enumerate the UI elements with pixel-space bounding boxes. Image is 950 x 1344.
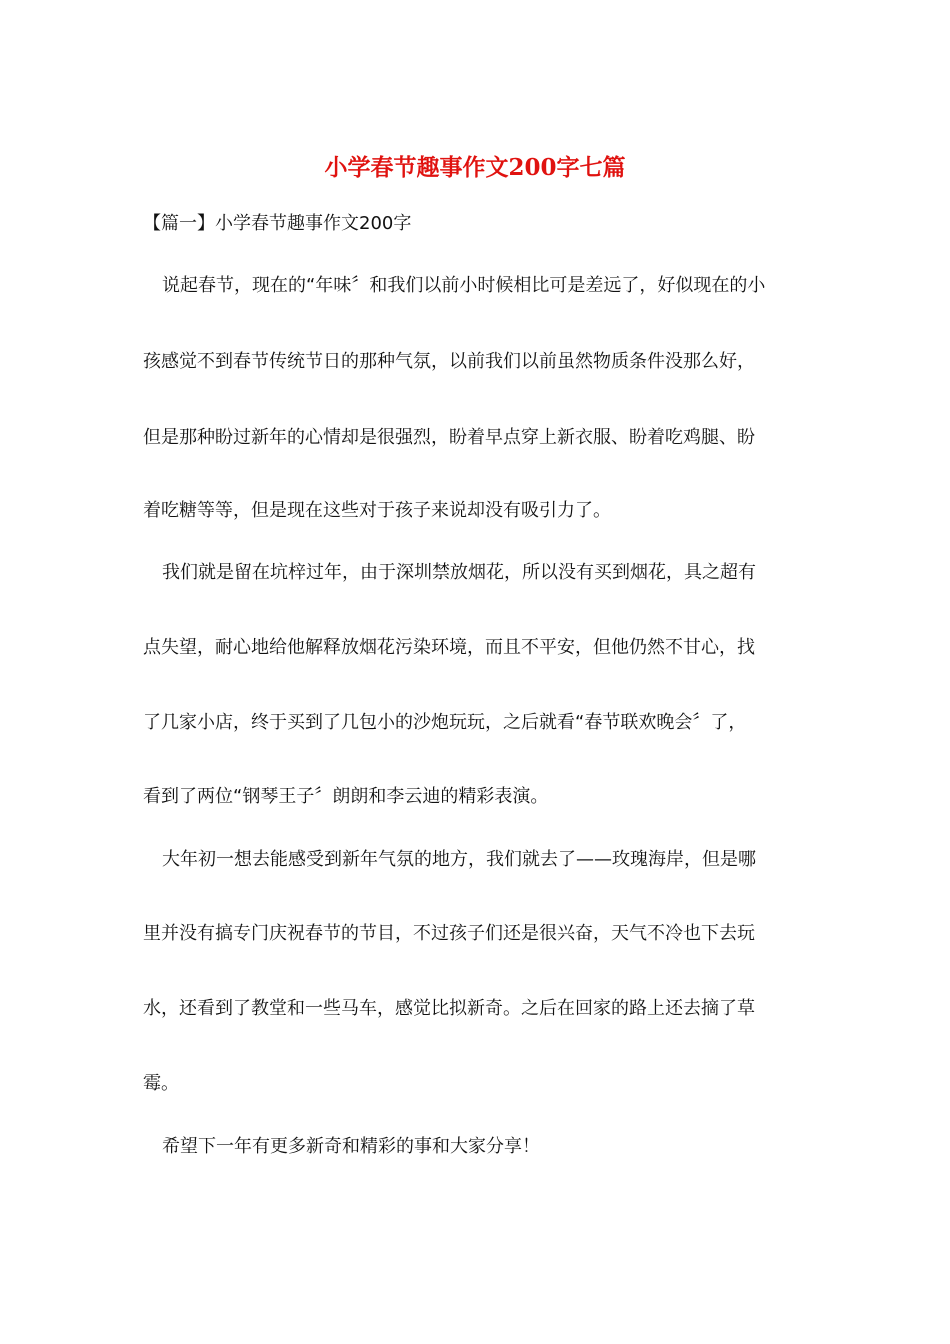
paragraph-line: 孩感觉不到春节传统节日的那种气氛，以前我们以前虽然物质条件没那么好， <box>143 351 755 372</box>
paragraph-line: 着吃糖等等，但是现在这些对于孩子来说却没有吸引力了。 <box>143 500 611 521</box>
paragraph-line: 但是那种盼过新年的心情却是很强烈，盼着早点穿上新衣服、盼着吃鸡腿、盼 <box>143 427 755 448</box>
paragraph-line: 我们就是留在坑梓过年，由于深圳禁放烟花，所以没有买到烟花，具之超有 <box>162 562 756 583</box>
paragraph-line: 了几家小店，终于买到了几包小的沙炮玩玩，之后就看“春节联欢晚会〞了， <box>143 712 747 733</box>
document-title: 小学春节趣事作文200字七篇 <box>324 154 626 181</box>
paragraph-line: 希望下一年有更多新奇和精彩的事和大家分享！ <box>162 1136 540 1157</box>
paragraph-line: 水，还看到了教堂和一些马车，感觉比拟新奇。之后在回家的路上还去摘了草 <box>143 998 755 1019</box>
paragraph-line: 里并没有搞专门庆祝春节的节目，不过孩子们还是很兴奋，天气不冷也下去玩 <box>143 923 755 944</box>
section-heading: 【篇一】小学春节趣事作文200字 <box>143 213 412 234</box>
paragraph-line: 大年初一想去能感受到新年气氛的地方，我们就去了——玫瑰海岸，但是哪 <box>162 849 756 870</box>
paragraph-line: 看到了两位“钢琴王子〞朗朗和李云迪的精彩表演。 <box>143 786 549 807</box>
paragraph-line: 点失望，耐心地给他解释放烟花污染环境，而且不平安，但他仍然不甘心，找 <box>143 637 755 658</box>
paragraph-line: 霉。 <box>143 1073 179 1094</box>
paragraph-line: 说起春节，现在的“年味〞和我们以前小时候相比可是差远了，好似现在的小 <box>162 275 766 296</box>
